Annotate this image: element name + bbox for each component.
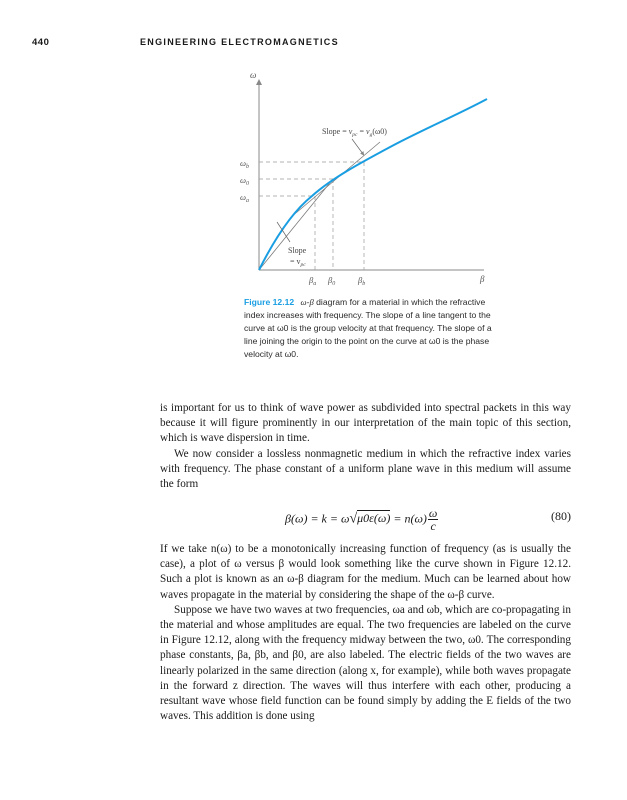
equation-80: β(ω) = k = ω√μ0ε(ω) = n(ω) $\frac{\omega}{c}$ (80) bbox=[285, 506, 571, 533]
paragraph-4: Suppose we have two waves at two frequencies, ωa and ωb, which are co-propagating in the material and whose amplitudes are equal. The two frequencies are labeled on the curve in Figure 12.12, along with the frequency midway between the two, ω0. The corresponding phase constants, βa, βb, and β0, are also labeled. The electric fields of the two waves are linearly polarized in the same direction (along x, for example), while both waves propagate in the forward z direction. The waves will thus interfere with each other, producing a resultant wave whose field function can be found simply by adding the E fields of the two waves. This addition is done using bbox=[160, 603, 571, 723]
equation-lhs: β(ω) = k = ω bbox=[285, 511, 350, 526]
guide-lines bbox=[259, 162, 364, 270]
tangent-line bbox=[290, 142, 380, 218]
tick-beta-0: $\beta_0$ bbox=[328, 275, 336, 287]
running-title: ENGINEERING ELECTROMAGNETICS bbox=[140, 37, 339, 47]
tick-omega-a: $\omega_a$ bbox=[240, 192, 250, 204]
y-axis-label: ω bbox=[250, 70, 257, 80]
tick-omega-0: $\omega_0$ bbox=[240, 175, 250, 187]
paragraph-2: We now consider a lossless nonmagnetic medium in which the refractive index varies with frequency. The phase constant of a uniform plane wave in this medium will assume the form bbox=[160, 447, 571, 491]
equation-mid: = n(ω) bbox=[390, 511, 427, 526]
tick-omega-b: $\omega_b$ bbox=[240, 158, 250, 170]
equation-frac-num: ω bbox=[428, 506, 438, 520]
omega-beta-curve bbox=[259, 99, 487, 270]
omega-beta-diagram bbox=[212, 60, 512, 292]
body-text-top bbox=[160, 401, 571, 492]
slope-phase-label-2: = $v_{pc}$ bbox=[290, 257, 306, 268]
equation-frac-den: c bbox=[430, 519, 436, 533]
tick-beta-a: $\beta_a$ bbox=[309, 275, 317, 287]
paragraph-3: If we take n(ω) to be a monotonically increasing function of frequency (as is usually the case), a plot of ω versus β would look something like the curve shown in Figure 12.12. Such a plot is known as an ω-β diagram for the medium. Much can be learned about how waves propagate in the material by considering the shape of the ω-β curve. bbox=[160, 543, 571, 601]
page-number: 440 bbox=[32, 37, 50, 48]
body-text-bottom bbox=[160, 542, 571, 724]
slope-group-pointer bbox=[352, 139, 363, 154]
tick-beta-b: $\beta_b$ bbox=[358, 275, 366, 287]
slope-group-label: Slope = $v_{pc} = v_g(\omega 0)$ bbox=[322, 127, 387, 138]
figure-label: Figure 12.12 bbox=[244, 297, 295, 307]
x-axis-label: β bbox=[480, 274, 485, 284]
paragraph-1: is important for us to think of wave power as subdivided into spectral packets in this way because it will figure prominently in our interpretation of the main topic of this section, which is wave dispersion in time. bbox=[160, 402, 571, 445]
equation-number: (80) bbox=[551, 509, 571, 523]
slope-phase-pointer bbox=[277, 222, 290, 242]
equation-sqrt: μ0ε(ω) bbox=[357, 511, 391, 526]
caption-text: diagram for a material in which the refractive index increases with frequency. The slope of a line tangent to the curve at ω0 is the group velocity at that frequency. The slope of a line joining the origin to the point on the curve at ω0 is the phase velocity at ω0. bbox=[244, 297, 492, 359]
caption-symbol: ω-β bbox=[300, 297, 314, 307]
slope-phase-label: Slope bbox=[288, 246, 307, 255]
figure-caption bbox=[244, 296, 506, 361]
